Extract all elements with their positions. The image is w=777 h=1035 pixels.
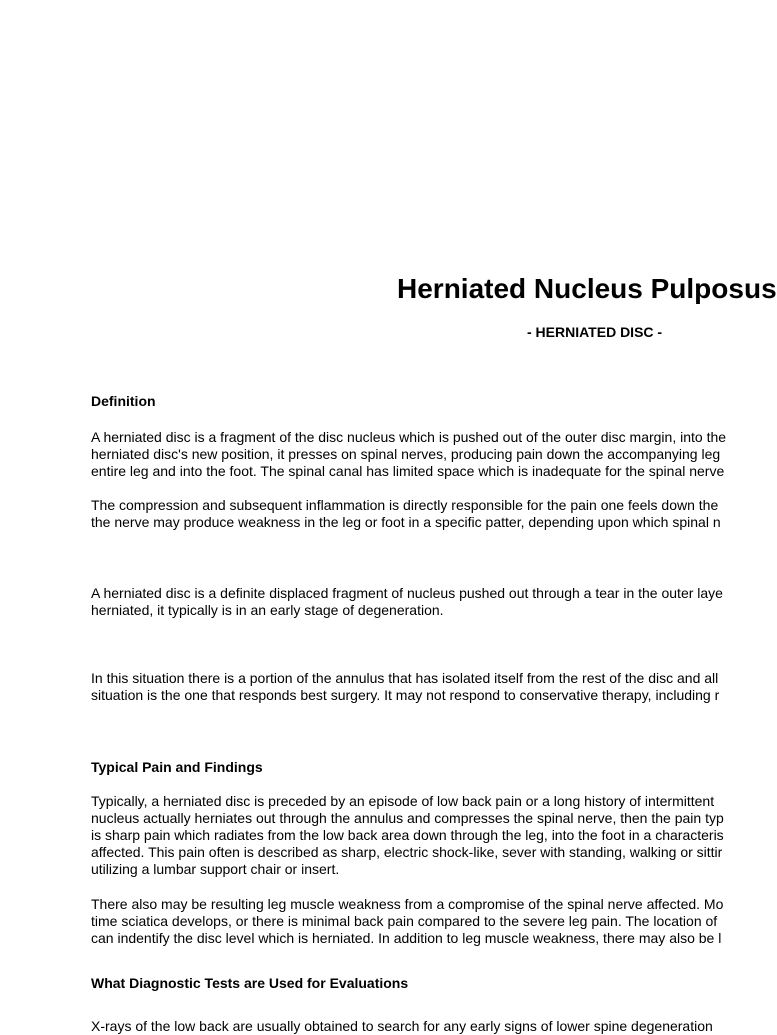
text-line: X-rays of the low back are usually obtained to search for any early signs of lower spine degeneration [91, 1018, 713, 1034]
section-heading-diagnostic-text: What Diagnostic Tests are Used for Evaluations [91, 975, 409, 991]
text-line: In this situation there is a portion of the annulus that has isolated itself from the rest of the disc and all [91, 670, 719, 686]
paragraph-typical-pain-1 [91, 793, 724, 878]
paragraph-definition-1 [91, 429, 726, 480]
text-line: A herniated disc is a definite displaced fragment of nucleus pushed out through a tear in the outer laye [91, 585, 723, 601]
section-heading-definition: Definition [91, 393, 156, 409]
text-line: herniated, it typically is in an early stage of degeneration. [91, 602, 444, 618]
text-line: the nerve may produce weakness in the leg or foot in a specific patter, depending upon which spinal n [91, 514, 721, 530]
text-line: utilizing a lumbar support chair or insert. [91, 861, 340, 877]
paragraph-definition-4 [91, 670, 719, 704]
section-heading-typical-pain: Typical Pain and Findings [91, 759, 263, 775]
text-line: situation is the one that responds best surgery. It may not respond to conservative therapy, including r [91, 687, 720, 703]
paragraph-diagnostic-1 [91, 1018, 713, 1034]
text-line: entire leg and into the foot. The spinal canal has limited space which is inadequate for the spinal nerve [91, 463, 725, 479]
text-line: time sciatica develops, or there is minimal back pain compared to the severe leg pain. The location of [91, 913, 718, 929]
text-line: herniated disc's new position, it presses on spinal nerves, producing pain down the accompanying leg [91, 446, 721, 462]
paragraph-definition-2 [91, 497, 721, 531]
text-line: can indentify the disc level which is herniated. In addition to leg muscle weakness, there may also be l [91, 930, 722, 946]
text-line: nucleus actually herniates out through the annulus and compresses the spinal nerve, then the pain typ [91, 810, 724, 826]
text-line: A herniated disc is a fragment of the disc nucleus which is pushed out of the outer disc margin, into the [91, 429, 727, 445]
text-line: There also may be resulting leg muscle weakness from a compromise of the spinal nerve affected. Mo [91, 896, 724, 912]
text-line: affected. This pain often is described as sharp, electric shock-like, sever with standing, walking or sittir [91, 844, 723, 860]
section-heading-diagnostic [91, 975, 409, 992]
text-line: The compression and subsequent inflammation is directly responsible for the pain one feels down the [91, 497, 719, 513]
paragraph-typical-pain-2 [91, 896, 723, 947]
page-subtitle: - HERNIATED DISC - [527, 324, 663, 340]
page-title: Herniated Nucleus Pulposus [397, 273, 777, 304]
text-line: Typically, a herniated disc is preceded by an episode of low back pain or a long history of intermittent [91, 793, 715, 809]
text-line: is sharp pain which radiates from the low back area down through the leg, into the foot in a characteris [91, 827, 724, 843]
paragraph-definition-3 [91, 585, 723, 619]
